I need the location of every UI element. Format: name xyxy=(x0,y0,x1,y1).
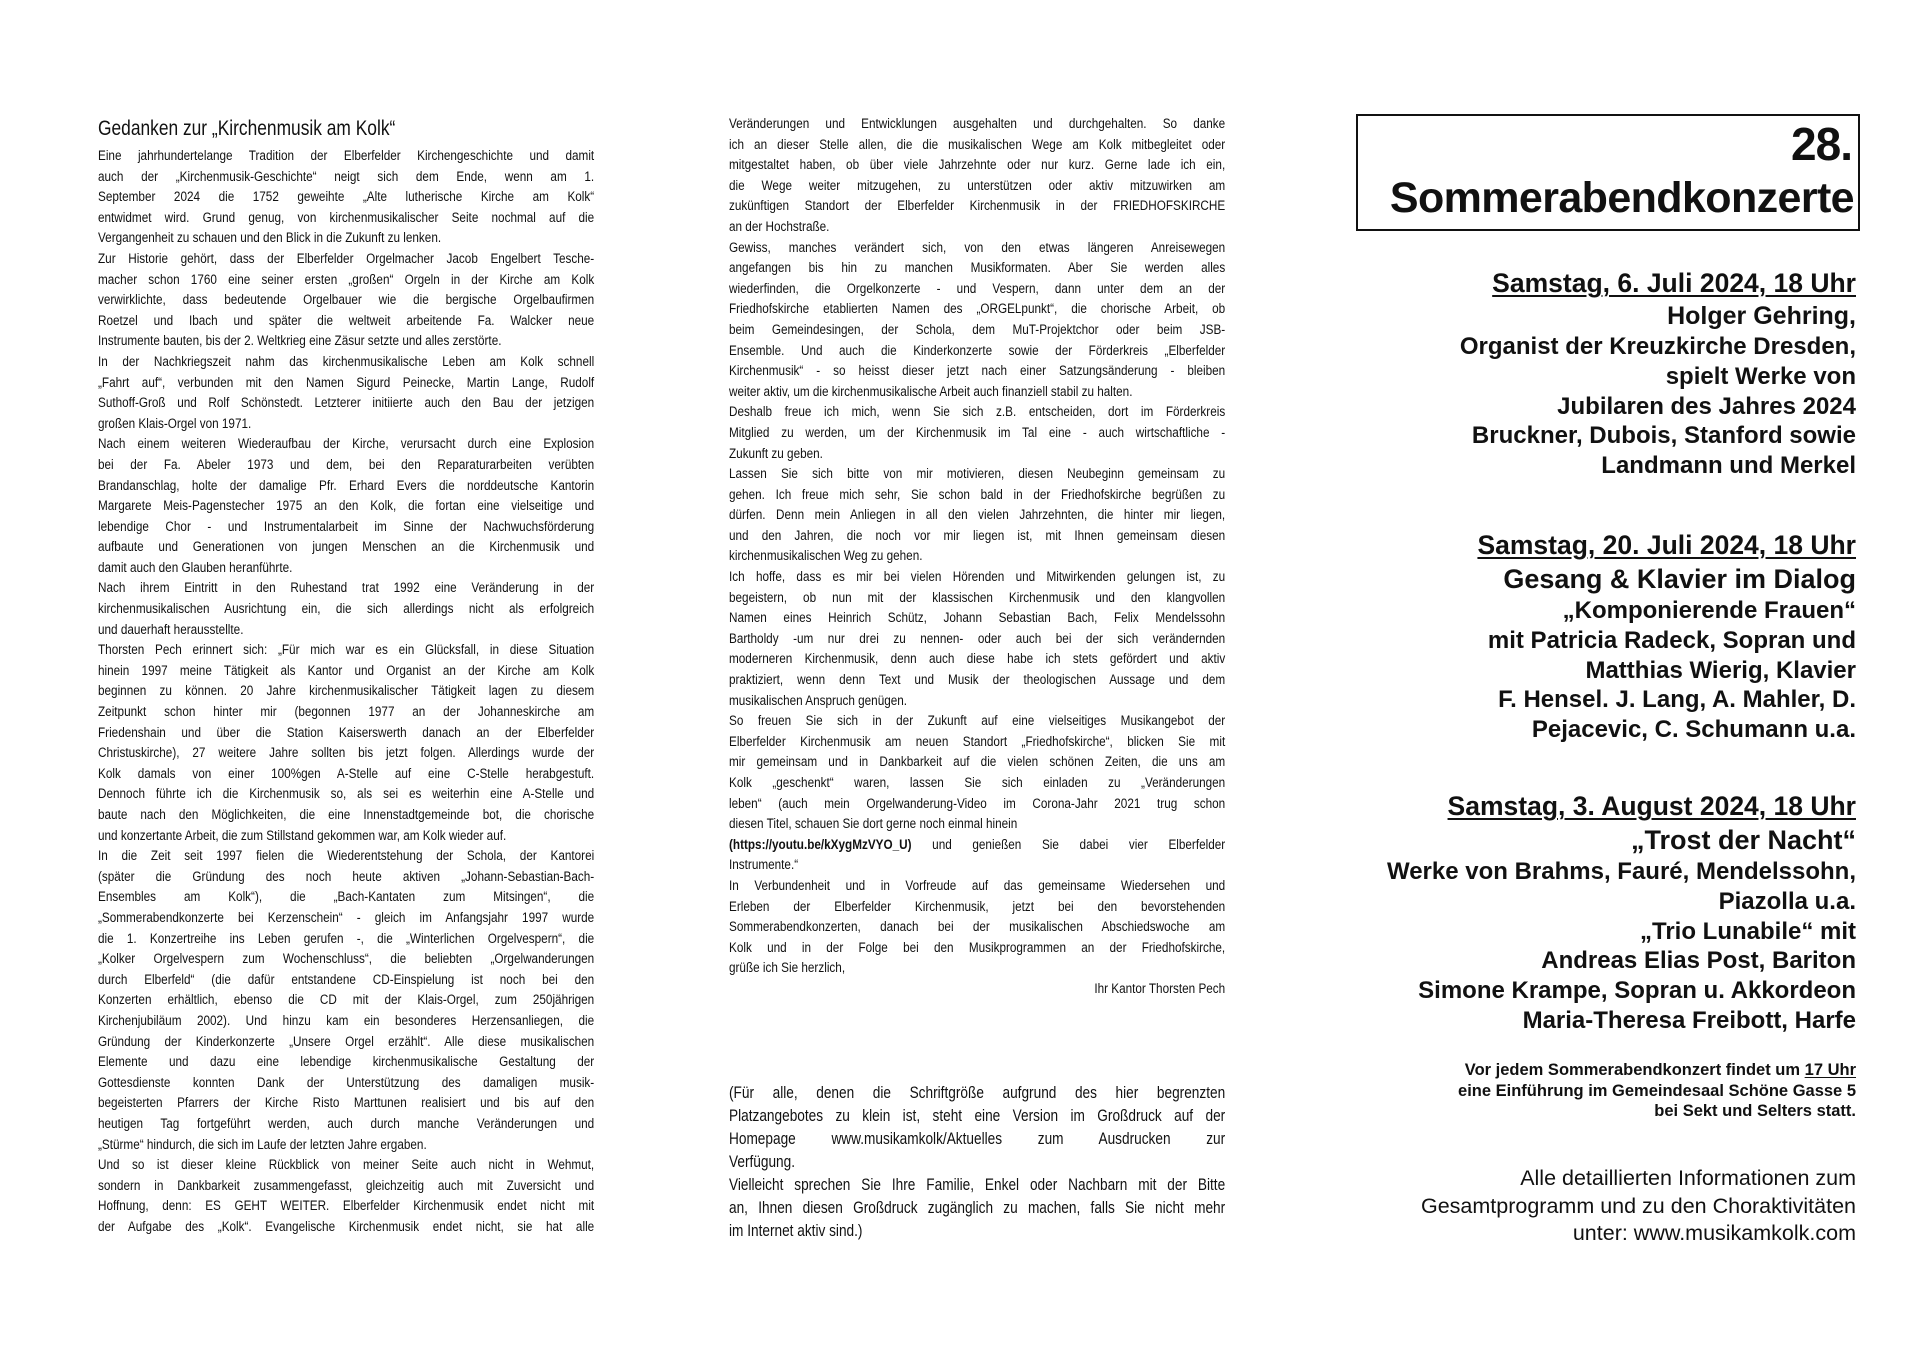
text-line: und dauerhaft herausstellte. xyxy=(98,621,244,638)
text-line: Eine jahrhundertelange Tradition der Elberfelder Kirchengeschichte und damit xyxy=(98,148,595,164)
text-line: Namen eines Heinrich Schütz, Johann Sebastian Bach, Felix Mendelssohn xyxy=(729,610,1226,627)
event-headline: Holger Gehring, xyxy=(1667,302,1856,330)
text-line: Zeitpunkt schon hinter mir (begonnen 1977 an der Johanneskirche am xyxy=(98,704,595,721)
text-line: lebendige Chor - und Instrumentalarbeit im Sinne der Nachwuchsförderung xyxy=(98,518,595,535)
text-line: grüße ich Sie herzlich, xyxy=(729,960,846,977)
text-line: die Wege weiter mitzugehen, zu unterstützen oder aktiv mitzuwirken am xyxy=(729,177,1226,194)
event-detail: Werke von Brahms, Fauré, Mendelssohn, xyxy=(1386,858,1856,885)
paragraph xyxy=(98,434,594,578)
event-detail: Matthias Wierig, Klavier xyxy=(1585,656,1856,684)
text-line: hinein 1997 meine Tätigkeit als Kantor und Organist an der Kirche am Kolk xyxy=(98,662,595,679)
text-line: Zukunft zu geben. xyxy=(729,445,823,462)
paragraph xyxy=(98,846,594,1155)
text-line: Gründung der Kinderkonzerte „Unsere Orgel erzählt“. Alle diese musikalischen xyxy=(98,1033,595,1050)
text-line: Kirchenmusik“ - so heisst dieser jetzt nach einer Satzungsänderung - bleiben xyxy=(729,363,1226,380)
text-line: Nach ihrem Eintritt in den Ruhestand trat 1992 eine Veränderung in der xyxy=(98,580,595,597)
text-line: Ensembles am Kolk“), die „Bach-Kantaten zum Mitsingen“, die xyxy=(98,889,595,906)
note-text: bei Sekt und Selters statt. xyxy=(1654,1102,1856,1120)
event-detail: Landmann und Merkel xyxy=(1601,452,1856,480)
text-line: In die Zeit seit 1997 fielen die Wiederentstehung der Schola, der Kantorei xyxy=(98,848,595,865)
text-line: angefangen bis hin zu manchen Musikformaten. Aber Sie werden alles xyxy=(729,260,1226,277)
event-headline: „Trost der Nacht“ xyxy=(1630,825,1856,855)
text-line: an, Ihnen diesen Großdruck zugänglich zu machen, falls Sie nicht mehr xyxy=(729,1199,1226,1217)
text-line: Christuskirche), 27 weitere Jahre sollten bis jetzt folgen. Allerdings wurde der xyxy=(98,745,595,762)
text-line: mitgestaltet haben, ob über viele Jahrzehnte oder nur kurz. Gerne lade ich ein, xyxy=(729,157,1226,174)
paragraph xyxy=(98,249,594,352)
event-detail: mit Patricia Radeck, Sopran und xyxy=(1487,626,1856,654)
text-line: Platzangebotes zu klein ist, steht eine Version im Großdruck auf der xyxy=(729,1107,1226,1125)
text-line: Deshalb freue ich mich, wenn Sie sich z.B. entscheiden, dort im Förderkreis xyxy=(729,404,1226,421)
text-line: Gewiss, manches verändert sich, von den etwas längeren Anreisewegen xyxy=(729,239,1226,256)
text-line: Konzerten erhältlich, ebenso die CD mit der Klais-Orgel, zum 250jährigen xyxy=(98,992,595,1009)
paragraph xyxy=(729,1082,1225,1174)
text-line: beginnen zu können. 20 Jahre kirchenmusikalischer Tätigkeit lagen zu diesem xyxy=(98,683,595,700)
event-detail: F. Hensel. J. Lang, A. Mahler, D. xyxy=(1498,686,1856,714)
event-date: Samstag, 3. August 2024, 18 Uhr xyxy=(1447,791,1856,821)
text-line: Mitglied zu werden, um der Kirchenmusik im Tal eine - auch wirtschaftliche - xyxy=(729,424,1226,441)
text-line: aufbaute und Generationen von jungen Menschen an die Kirchenmusik und xyxy=(98,539,595,556)
paragraph xyxy=(98,578,594,640)
series-title: Sommerabendkonzerte xyxy=(1389,174,1854,222)
event-date: Samstag, 6. Juli 2024, 18 Uhr xyxy=(1492,268,1856,298)
text-line: Lassen Sie sich bitte von mir motivieren, diesen Neubeginn gemeinsam zu xyxy=(729,466,1226,483)
text-line: verwirklichte, dass bedeutende Orgelbauer wie die bergische Orgelbaufirmen xyxy=(98,292,595,309)
note-text: eine Einführung im Gemeindesaal Schöne Gasse 5 xyxy=(1458,1081,1856,1100)
text-line: Margarete Meis-Pagenstecher 1975 an den Kolk, die fortan eine vielseitige und xyxy=(98,498,595,515)
text-line: Vergangenheit zu schauen und den Blick in die Zukunft zu lenken. xyxy=(98,230,442,247)
text-line: Thorsten Pech erinnert sich: „Für mich war es ein Glücksfall, in diese Situation xyxy=(98,642,595,659)
introduction-note xyxy=(1458,1060,1856,1122)
text-line: baute nach den Möglichkeiten, die eine Innenstadtgemeinde bot, die chorische xyxy=(98,807,595,823)
text-line: Elberfelder Kirchenmusik am neuen Standort „Friedhofskirche“, blicken Sie mit xyxy=(729,733,1226,750)
text-line: So freuen Sie sich in der Zukunft auf eine vielseitiges Musikangebot der xyxy=(729,713,1226,730)
text-line: beim Gemeindesingen, der Schola, dem MuT-Projektchor oder beim JSB- xyxy=(729,321,1226,338)
text-line: an der Hochstraße. xyxy=(729,218,830,235)
text-line: Homepage www.musikamkolk/Aktuelles zum Ausdrucken zur xyxy=(729,1130,1226,1148)
text-line: Bartholdy -um nur drei zu nennen- oder auch bei der sich verändernden xyxy=(729,630,1226,647)
paragraph xyxy=(98,1155,594,1237)
text-line: Gottesdienste konnten Dank der Unterstützung des damaligen musik- xyxy=(98,1074,595,1091)
event-date: Samstag, 20. Juli 2024, 18 Uhr xyxy=(1477,530,1856,560)
info-line: unter: www.musikamkolk.com xyxy=(1572,1221,1856,1245)
paragraph xyxy=(98,352,594,434)
text-line: Zur Historie gehört, dass der Elberfelder Orgelmacher Jacob Engelbert Tesche- xyxy=(98,250,595,267)
text-line: September 2024 die 1752 geweihte „Alte lutherische Kirche am Kolk“ xyxy=(98,189,595,206)
text-line: In Verbundenheit und in Vorfreude auf das gemeinsame Wiedersehen und xyxy=(729,877,1226,894)
text-line: und konzertante Arbeit, die zum Stillstand gekommen war, am Kolk wieder auf. xyxy=(98,827,507,844)
article-column-1 xyxy=(98,146,594,1237)
text-line: dürfen. Denn mein Anliegen in all den vielen Jahrzehnten, die hinter mir liegen, xyxy=(729,507,1226,524)
text-line: Friedhofskirche etablierten Namen des „ORGELpunkt“, die chorische Arbeit, ob xyxy=(729,301,1226,318)
text-line: großen Klais-Orgel von 1971. xyxy=(98,415,252,432)
text-line: Ensemble. Und auch die Kinderkonzerte sowie der Förderkreis „Elberfelder xyxy=(729,342,1226,359)
text-line: In der Nachkriegszeit nahm das kirchenmusikalische Leben am Kolk schnell xyxy=(98,353,595,370)
event-detail: Pejacevic, C. Schumann u.a. xyxy=(1531,716,1856,744)
text-line: der Aufgabe des „Kolk“. Evangelische Kirchenmusik endet nicht, sie hat alle xyxy=(98,1218,595,1235)
text-line: moderneren Kirchenmusik, denn auch diese habe ich stets gefördert und aktiv xyxy=(729,651,1226,668)
text-line: auch der „Kirchenmusik-Geschichte“ neigt sich dem Ende, wenn am 1. xyxy=(98,168,595,185)
event-detail: Maria-Theresa Freibott, Harfe xyxy=(1522,1006,1856,1034)
text-line: durch Elberfeld“ (die dafür entstandene CD-Einspielung ist noch bei den xyxy=(98,971,595,988)
text-line: (Für alle, denen die Schriftgröße aufgrund des hier begrenzten xyxy=(729,1084,1226,1102)
text-line: Kirchenjubiläum 2002). Und hinzu kam ein besonderes Herzensanliegen, die xyxy=(98,1012,595,1029)
text-line: Brandanschlag, holte der damalige Pfr. Erhard Evers die norddeutsche Kantorin xyxy=(98,477,595,494)
edition-number: 28. xyxy=(1791,118,1852,170)
text-line: Vielleicht sprechen Sie Ihre Familie, Enkel oder Nachbarn mit der Bitte xyxy=(729,1176,1226,1194)
text-line: Instrumente bauten, bis der 2. Weltkrieg eine Zäsur setzte und alles zerstörte. xyxy=(98,333,502,350)
text-line: begeisterten Pfarrers der Kirche Risto Marttunen realisiert und bis auf den xyxy=(98,1095,595,1112)
event-detail: Organist der Kreuzkirche Dresden, xyxy=(1459,333,1856,360)
concert-event xyxy=(1096,528,1856,745)
note-time: 17 Uhr xyxy=(1804,1061,1856,1079)
large-print-footnote xyxy=(729,1082,1225,1243)
text-line: praktiziert, wenn denn Text und Musik der theologischen Aussage und dem xyxy=(729,672,1226,689)
text-line: kirchenmusikalischen Ausrichtung ein, die sich allerdings nicht als erfolgreich xyxy=(98,601,595,618)
event-detail: „Trio Lunabile“ mit xyxy=(1639,917,1856,945)
text-line: leben“ (auch mein Orgelwanderung-Video im Corona-Jahr 2021 trug schon xyxy=(729,795,1226,812)
text-line: entwidmet wird. Grund genug, von kirchenmusikalischer Seite nochmal auf die xyxy=(98,209,595,226)
text-line: Erleben der Elberfelder Kirchenmusik, jetzt bei den bevorstehenden xyxy=(729,898,1226,915)
video-link[interactable]: (https://youtu.be/kXygMzVYO_U) xyxy=(729,836,912,853)
text-line: Kolk „geschenkt“ waren, lassen Sie sich einladen zu „Veränderungen xyxy=(729,775,1226,791)
text-line: „Fahrt auf“, verbunden mit den Namen Sigurd Peinecke, Martin Lange, Rudolf xyxy=(98,374,595,391)
text-line: begeistern, ob nun mit der klassischen Kirchenmusik und den klangvollen xyxy=(729,589,1226,606)
paragraph xyxy=(729,114,1225,238)
text-line: gehen. Ich freue mich sehr, Sie schon bald in der Friedhofskirche begrüßen zu xyxy=(729,486,1226,503)
text-line: ich an dieser Stelle allen, die die musikalischen Wege am Kolk mitbegleitet oder xyxy=(729,136,1226,153)
text-line: wiederfinden, die Orgelkonzerte - und Vespern, dann unter dem an der xyxy=(729,280,1226,297)
event-detail: „Komponierende Frauen“ xyxy=(1562,597,1856,624)
text-line: sondern in Dankbarkeit zusammengefasst, gleichzeitig auch mit Zuversicht und xyxy=(98,1177,595,1194)
text-line: Und so ist dieser kleine Rückblick von meiner Seite auch nicht in Wehmut, xyxy=(98,1157,595,1174)
paragraph xyxy=(98,146,594,249)
signature: Ihr Kantor Thorsten Pech xyxy=(1094,980,1226,997)
text-line: heutigen Tag fortgeführt werden, auch durch manche Veränderungen und xyxy=(98,1115,595,1132)
paragraph xyxy=(729,1174,1225,1243)
event-detail: Simone Krampe, Sopran u. Akkordeon xyxy=(1418,977,1856,1005)
event-detail: Piazolla u.a. xyxy=(1718,887,1856,915)
text-line: „Sommerabendkonzerte bei Kerzenschein“ - gleich im Anfangsjahr 1997 wurde xyxy=(98,909,595,926)
text-line: kirchenmusikalischen Weg zu gehen. xyxy=(729,548,923,565)
text-line: die 1. Konzertreihe ins Leben gerufen -, die „Winterlichen Orgelvespern“, die xyxy=(98,930,595,947)
text-line: Roetzel und Ibach und später die weltweit arbeitende Fa. Walcker neue xyxy=(98,312,595,329)
text-line: Friedenshain und über die Station Kaiserswerth danach an der Elberfelder xyxy=(98,724,595,741)
text-line: „Stürme“ hindurch, die sich im Laufe der letzten Jahre ergaben. xyxy=(98,1136,427,1153)
text-line: Suthoff-Groß und Rolf Schönstedt. Letzterer initiierte auch den Bau der jetzigen xyxy=(98,395,595,412)
text-line: und den Jahren, die noch vor mir liegen ist, mit Ihnen gemeinsam diesen xyxy=(729,527,1226,544)
text-line: Nach einem weiteren Wiederaufbau der Kirche, verursacht durch eine Explosion xyxy=(98,436,595,453)
event-detail: Jubilaren des Jahres 2024 xyxy=(1557,392,1856,420)
text-line-rest: und genießen Sie dabei vier Elberfelder xyxy=(911,836,1226,853)
text-line: weiter aktiv, um die kirchenmusikalische Arbeit auch finanziell stabil zu halten. xyxy=(729,383,1133,400)
event-detail: Andreas Elias Post, Bariton xyxy=(1541,947,1856,975)
text-line: damit auch den Glauben heranführte. xyxy=(98,559,293,576)
text-line: Sommerabendkonzerten, danach bei der musikalischen Abschiedswoche am xyxy=(729,919,1226,936)
text-line: bei der Fa. Abeler 1973 und dem, bei den Reparaturarbeiten verübten xyxy=(98,456,595,473)
event-headline: Gesang & Klavier im Dialog xyxy=(1503,564,1856,594)
text-line: zukünftigen Standort der Elberfelder Kirchenmusik in der FRIEDHOFSKIRCHE xyxy=(729,198,1226,215)
text-line: Kolk damals von einer 100%gen A-Stelle auf eine C-Stelle herabgestuft. xyxy=(98,765,595,782)
text-line: Kolk und in der Folge bei den Musikprogrammen an der Friedhofskirche, xyxy=(729,939,1226,956)
concert-event xyxy=(1096,266,1856,481)
paragraph xyxy=(98,640,594,846)
article-title: Gedanken zur „Kirchenmusik am Kolk“ xyxy=(98,117,396,140)
text-line: Verfügung. xyxy=(729,1153,796,1171)
event-detail: spielt Werke von xyxy=(1665,362,1856,390)
text-line: (später die Gründung des noch heute aktiven „Johann-Sebastian-Bach- xyxy=(98,868,595,885)
concert-event xyxy=(1096,789,1856,1036)
info-line: Alle detaillierten Informationen zum xyxy=(1520,1166,1856,1190)
text-line: Dennoch führte ich die Kirchenmusik so, als sei es weiterhin eine A-Stelle und xyxy=(98,786,595,803)
text-line: im Internet aktiv sind.) xyxy=(729,1222,863,1240)
text-line: Instrumente.“ xyxy=(729,857,799,874)
event-detail: Bruckner, Dubois, Stanford sowie xyxy=(1471,422,1856,450)
text-line: Elemente und dazu eine lebendige kirchenmusikalische Gestaltung der xyxy=(98,1054,595,1071)
text-line: diesen Titel, schauen Sie dort gerne noch einmal hinein xyxy=(729,816,1018,833)
more-info xyxy=(1421,1165,1856,1248)
text-line: Hoffnung, denn: ES GEHT WEITER. Elberfelder Kirchenmusik endet nicht mit xyxy=(98,1198,595,1215)
program-title-box xyxy=(1356,114,1860,231)
text-line: Ich hoffe, dass es mir bei vielen Hörenden und Mitwirkenden gelungen ist, zu xyxy=(729,569,1226,586)
text-line: musikalischen Anspruch genügen. xyxy=(729,692,908,709)
info-line: Gesamtprogramm und zu den Choraktivitäten xyxy=(1421,1193,1856,1218)
note-text: Vor jedem Sommerabendkonzert findet um xyxy=(1464,1061,1805,1079)
text-line: „Kolker Orgelvespern zum Wochenschluss“, die beliebten „Orgelwanderungen xyxy=(98,951,595,968)
text-line: Veränderungen und Entwicklungen ausgehalten und durchgehalten. So danke xyxy=(729,116,1226,132)
text-line: mir gemeinsam und in Dankbarkeit auf die vielen schönen Zeiten, die uns am xyxy=(729,754,1226,771)
text-line: macher schon 1760 eine seiner ersten „großen“ Orgeln in der Kirche am Kolk xyxy=(98,271,595,288)
